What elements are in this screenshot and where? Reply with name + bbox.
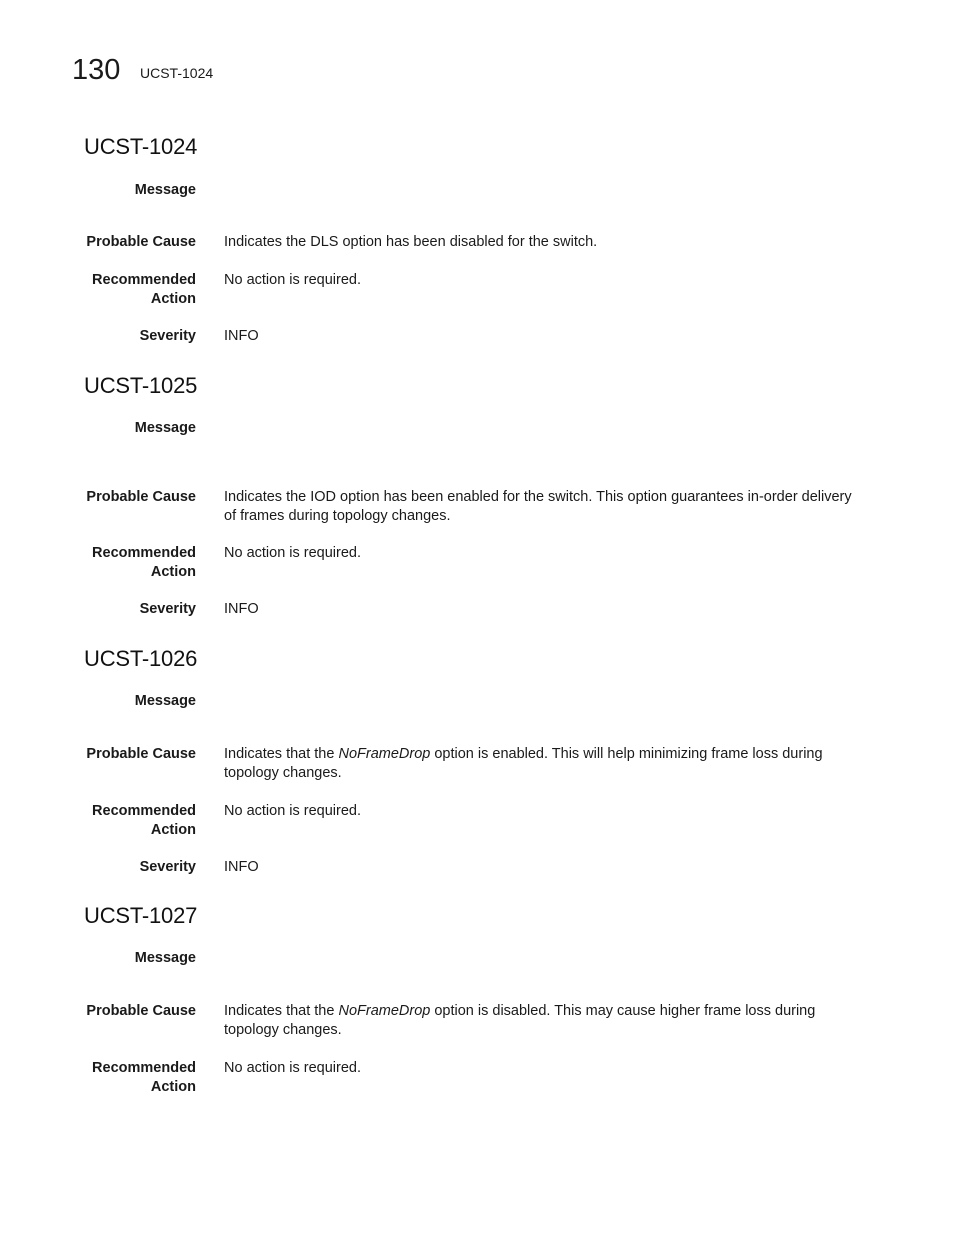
message-label: Message (134, 950, 196, 966)
severity-label: Severity (139, 601, 196, 617)
probable-cause-text: Indicates that the NoFrameDrop option is disabled. This may cause higher frame loss during topology changes. (224, 1003, 816, 1038)
section-title: UCST-1025 (84, 373, 198, 398)
page-number: 130 (72, 54, 121, 86)
recommended-action-text: No action is required. (224, 272, 362, 288)
severity-label: Severity (139, 328, 196, 344)
probable-cause-label: Probable Cause (86, 1003, 196, 1019)
severity-value: INFO (224, 859, 259, 875)
probable-cause-text: Indicates that the NoFrameDrop option is enabled. This will help minimizing frame loss during topology changes. (224, 746, 823, 781)
section-title: UCST-1027 (84, 903, 198, 928)
message-label: Message (134, 693, 196, 709)
option-name: NoFrameDrop (338, 1003, 431, 1019)
recommended-action-label: Recommended Action (92, 1060, 196, 1095)
severity-value: INFO (224, 601, 259, 617)
recommended-action-text: No action is required. (224, 803, 362, 819)
recommended-action-text: No action is required. (224, 1060, 362, 1076)
recommended-action-label: Recommended Action (92, 803, 196, 838)
severity-value: INFO (224, 328, 259, 344)
severity-label: Severity (139, 859, 196, 875)
message-label: Message (134, 182, 196, 198)
option-name: NoFrameDrop (338, 746, 431, 762)
probable-cause-text: Indicates the IOD option has been enabled for the switch. This option guarantees in-order delivery of frames during topology changes. (224, 489, 852, 524)
recommended-action-label: Recommended Action (92, 545, 196, 580)
section-title: UCST-1026 (84, 646, 198, 671)
probable-cause-text: Indicates the DLS option has been disabled for the switch. (224, 234, 598, 250)
probable-cause-label: Probable Cause (86, 746, 196, 762)
probable-cause-label: Probable Cause (86, 234, 196, 250)
section-title: UCST-1024 (84, 134, 198, 159)
recommended-action-label: Recommended Action (92, 272, 196, 307)
probable-cause-label: Probable Cause (86, 489, 196, 505)
recommended-action-text: No action is required. (224, 545, 362, 561)
running-title: UCST-1024 (140, 65, 214, 81)
message-label: Message (134, 420, 196, 436)
